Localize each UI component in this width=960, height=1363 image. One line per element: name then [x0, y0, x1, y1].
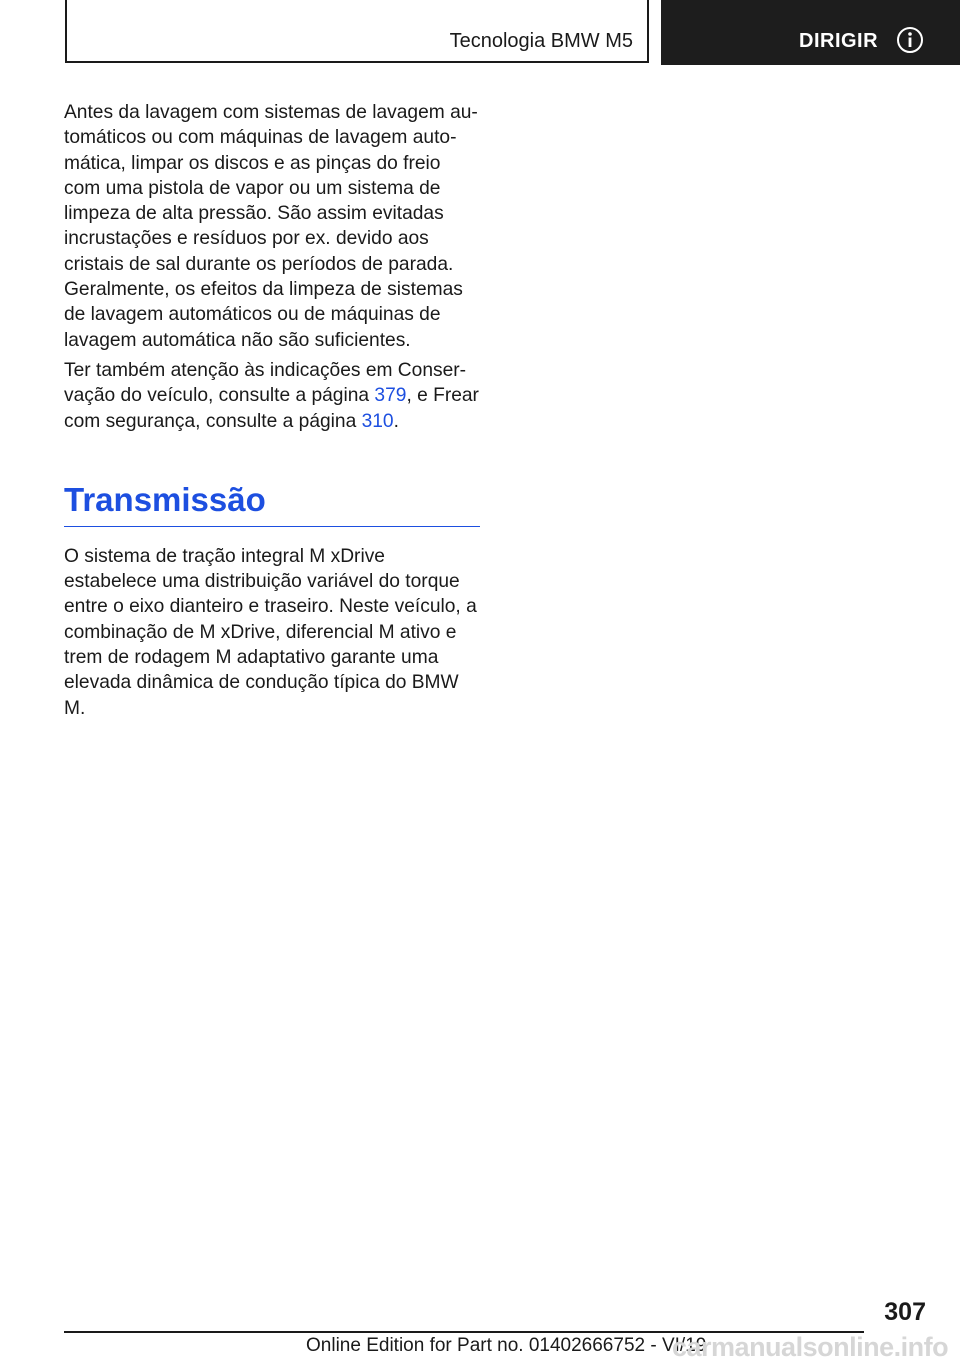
main-content — [64, 100, 480, 721]
page-link-310[interactable]: 310 — [361, 410, 394, 432]
edition-text: Online Edition for Part no. 01402666752 - VI/19 — [306, 1335, 707, 1356]
chapter-title: Tecnologia BMW M5 — [449, 30, 633, 52]
section-heading: Transmissão — [64, 480, 480, 527]
ref-text-middle: , e Frear com segurança, consulte a página — [64, 385, 479, 432]
watermark: carmanualsonline.info — [672, 1332, 949, 1362]
page-link-379[interactable]: 379 — [374, 385, 407, 407]
ref-text-after: . — [393, 410, 399, 432]
running-header — [65, 0, 649, 63]
paragraph-references — [64, 358, 480, 434]
ref-text-before: Ter também atenção às indicações em Conservação do veículo, consulte a página — [64, 359, 467, 407]
section-label: DIRIGIR — [799, 30, 879, 52]
section-tab — [661, 0, 960, 65]
paragraph-transmission: O sistema de tração integral M xDrive estabelece uma distribuição variável do torque entre o eixo dianteiro e traseiro. Neste veículo, a combinação de M xDrive, diferencial M ativo e trem de rodagem M adaptativo garante uma elevada dinâmica de condução típica do BMW M. — [64, 545, 477, 719]
info-icon — [896, 26, 924, 54]
paragraph-brake-cleaning: Antes da lavagem com sistemas de lavagem automáticos ou com máquinas de lavagem automática, limpar os discos e as pinças do freio com uma pistola de vapor ou um sistema de limpeza de alta pressão. São assim evitadas incrustações e resíduos por ex. devido aos cristais de sal durante os períodos de parada. Geralmente, os efeitos da limpeza de sistemas de lavagem automáticos ou de máquinas de lavagem automática não são suficientes. — [64, 102, 478, 351]
page-number: 307 — [884, 1298, 926, 1326]
